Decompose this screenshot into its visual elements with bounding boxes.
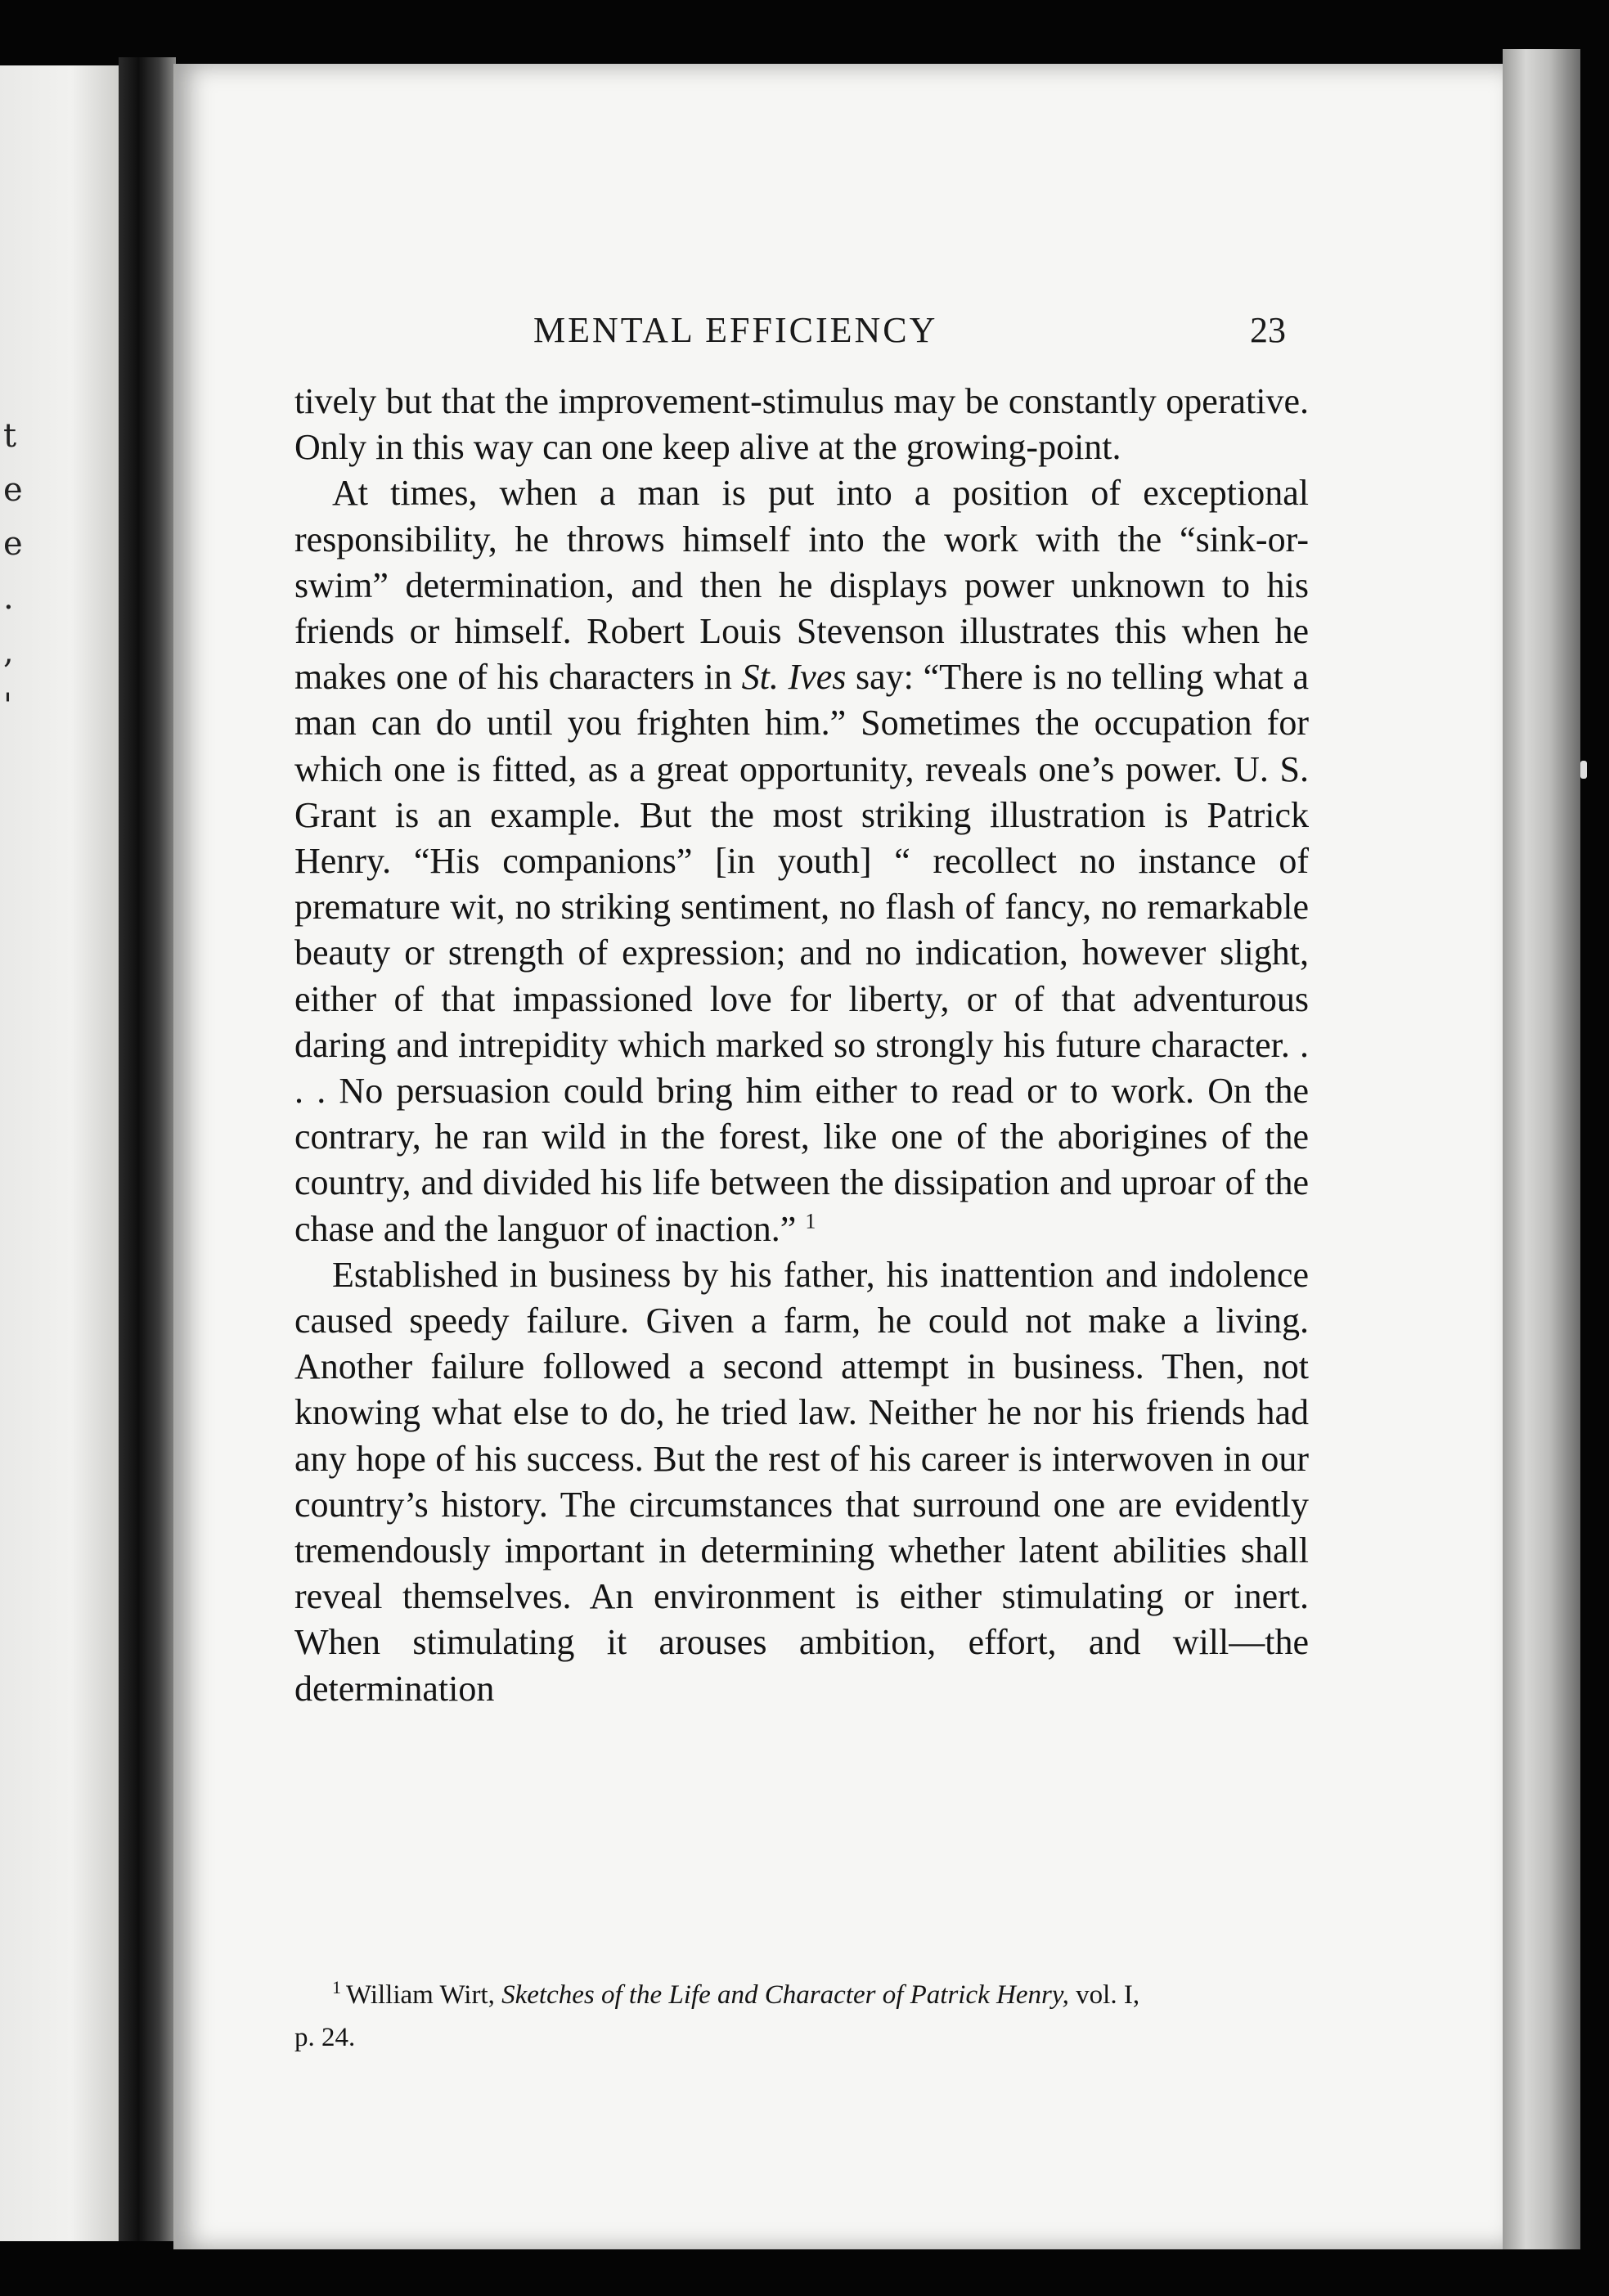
scan-speck bbox=[1580, 761, 1587, 779]
body-text bbox=[294, 379, 1309, 1712]
page-number: 23 bbox=[1250, 310, 1286, 350]
paragraph-1: tively but that the improvement-stimulus may be constantly operative. Only in this way can one keep alive at the growing-point. bbox=[294, 381, 1309, 468]
footnote-reference[interactable]: 1 bbox=[805, 1209, 816, 1233]
facing-page-margin-marks: t e e . , ' bbox=[3, 417, 23, 725]
footnote-author: William Wirt, bbox=[346, 1980, 502, 2010]
footnote bbox=[294, 1974, 1309, 2059]
book-gutter bbox=[119, 57, 176, 2241]
footnote-title: Sketches of the Life and Character of Patrick Henry, bbox=[501, 1980, 1069, 2010]
footnote-mark: 1 bbox=[332, 1977, 341, 1997]
paragraph-2-text-b: say: “There is no telling what a man can do until you frighten him.” Sometimes the occupation for which one is fitted, as a great opportunity, reveals one’s power. U. S. Grant is an example. But the most striking illustration is Patrick Henry. “His companions” [in youth] “ recollect no instance of premature wit, no striking sentiment, no flash of fancy, no remarkable beauty or strength of expression; and no indication, however slight, either of that impassioned love for liberty, or of that adventurous daring and intrepidity which marked so strongly his future character. . . . No persuasion could bring him either to read or to work. On the contrary, he ran wild in the forest, like one of the aborigines of the country, and divided his life between the dissipation and uproar of the chase and the languor of inaction.” bbox=[294, 657, 1309, 1249]
facing-page-edge bbox=[0, 65, 119, 2241]
paragraph-3: Established in business by his father, his inattention and indolence caused speedy failure. Given a farm, he could not make a living. Another failure followed a second attempt in business. Then, not knowing what else to do, he tried law. Neither he nor his friends had any hope of his success. But the rest of his career is interwoven in our country’s history. The circumstances that surround one are evidently tremendously important in determining whether latent abilities shall reveal themselves. An environment is either stimulating or inert. When stimulating it arouses ambition, effort, and will—the determination bbox=[294, 1254, 1309, 1709]
footnote-line-1 bbox=[294, 1974, 1309, 2016]
page-block-edge bbox=[1503, 49, 1580, 2249]
paragraph-2-text-a: At times, when a man is put into a position of exceptional responsibility, he throws himself into the work with the “sink-or-swim” determination, and then he displays power unknown to his friends or himself. Robert Louis Stevenson illustrates this when he makes one of his characters in bbox=[294, 473, 1309, 698]
book-page bbox=[173, 64, 1503, 2249]
page-header bbox=[173, 309, 1503, 366]
footnote-volume: vol. I, bbox=[1068, 1980, 1140, 2010]
book-title-st-ives: St. Ives bbox=[741, 657, 847, 698]
running-head: MENTAL EFFICIENCY bbox=[533, 310, 938, 350]
paragraph-2 bbox=[294, 470, 1309, 1251]
footnote-line-2: p. 24. bbox=[294, 2023, 356, 2052]
